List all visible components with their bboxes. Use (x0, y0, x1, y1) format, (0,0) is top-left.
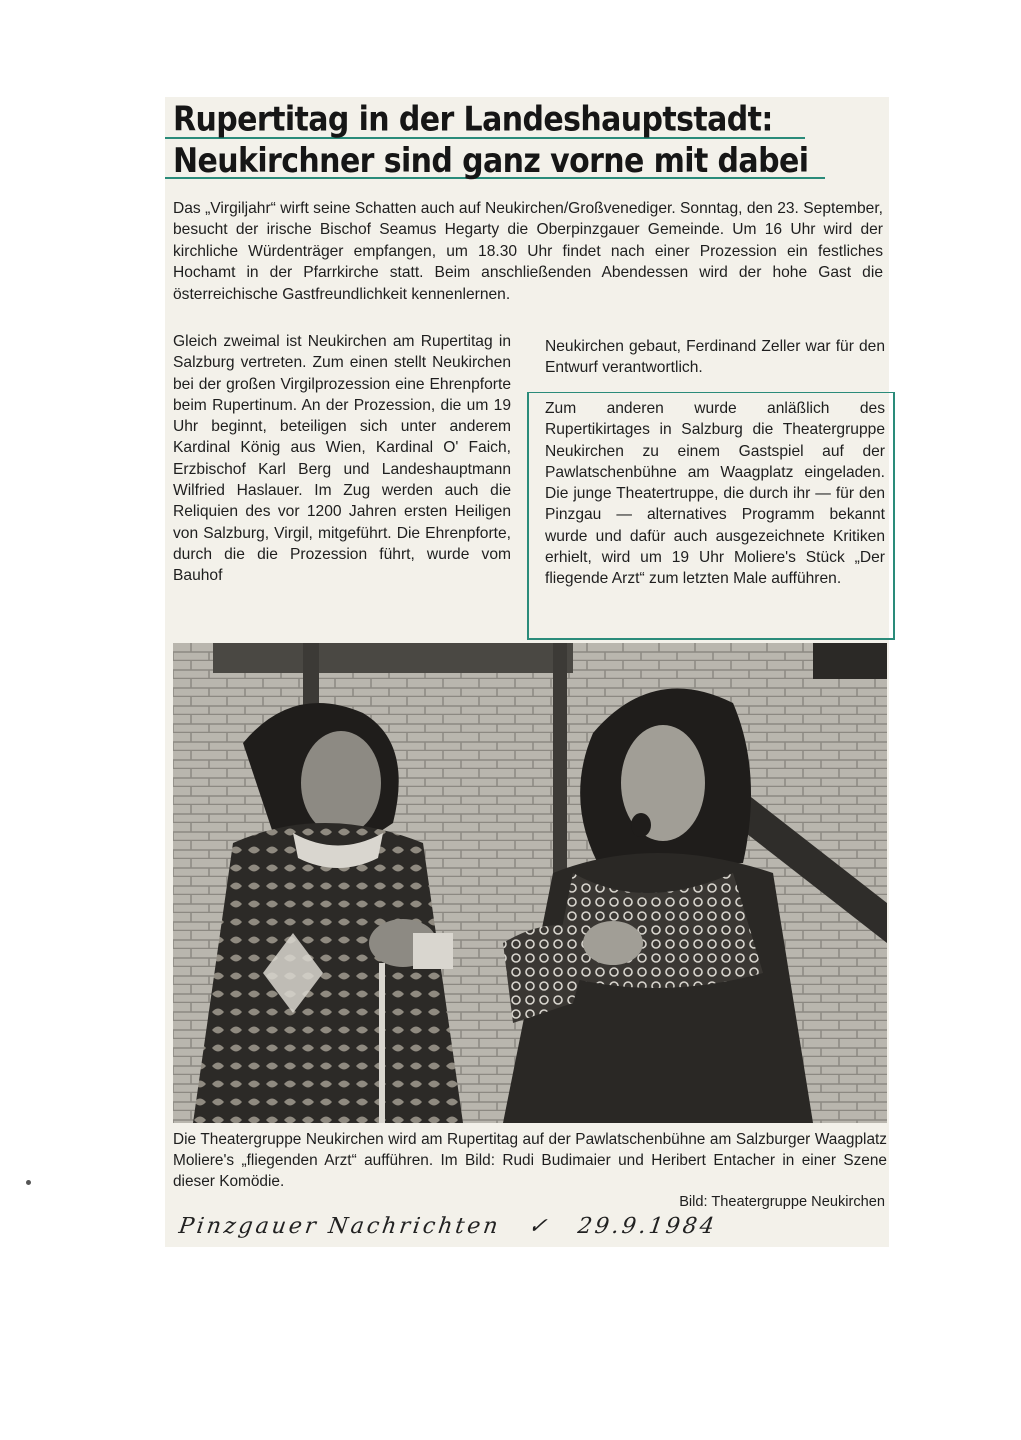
theater-scene-illustration (173, 643, 887, 1123)
scan-speck (26, 1180, 31, 1185)
photo-caption: Die Theatergruppe Neukirchen wird am Rupertitag auf der Pawlatschenbühne am Salzburger Waagplatz Moliere's „fliegenden Arzt“ aufführen. Im Bild: Rudi Budimaier und Heribert Entacher in einer Szene dieser Komödie. (173, 1131, 887, 1190)
handwritten-date: 29.9.1984 (576, 1214, 719, 1239)
handwritten-source-note (177, 1214, 881, 1239)
article-photo (173, 643, 887, 1123)
article-column-right-box: Zum anderen wurde anläßlich des Rupertikirtages in Salzburg die Theatergruppe Neukirchen zu einem Gastspiel auf der Pawlatschenbühne am Waagplatz eingeladen. Die junge Theatertruppe, die durch ihr — für den Pinzgau — alternatives Programm bekannt wurde und dafür auch ausgezeichnete Kritiken erhielt, wird um 19 Uhr Moliere's Stück „Der fliegende Arzt“ zum letzten Male aufführen. (545, 400, 885, 588)
headline-line-2: Neukirchner sind ganz vorne mit dabei (173, 141, 809, 181)
article-column-left: Gleich zweimal ist Neukirchen am Rupertitag in Salzburg vertreten. Zum einen stellt Neukirchen bei der großen Virgilprozession eine Ehrenpforte beim Rupertinum. An der Prozession, die um 19 Uhr beginnt, beteiligen sich unter anderem Kardinal König aus Wien, Kardinal O' Faich, Erzbischof Karl Berg und Landeshauptmann Wilfried Haslauer. Im Zug werden auch die Reliquien des vor 1200 Jahren ersten Heiligen von Salzburg, Virgil, mitgeführt. Die Ehrenpforte, durch die die Prozession führt, wurde vom Bauhof (173, 333, 511, 585)
article-headline (173, 99, 885, 182)
photo-credit: Bild: Theatergruppe Neukirchen (679, 1194, 885, 1210)
check-mark-icon: ✓ (526, 1214, 552, 1239)
newspaper-clipping (165, 97, 889, 1247)
headline-line-1: Rupertitag in der Landeshauptstadt: (173, 100, 773, 140)
article-lead: Das „Virgiljahr“ wirft seine Schatten auch auf Neukirchen/Großvenediger. Sonntag, den 23. September, besucht der irische Bischof Seamus Hegarty die Oberpinzgauer Gemeinde. Um 16 Uhr wird der kirchliche Würdenträger empfangen, um 18.30 Uhr findet nach einer Prozession ein festliches Hochamt in der Pfarrkirche statt. Beim anschließenden Abendessen wird der hohe Gast die österreichische Gastfreundlichkeit kennenlernen. (173, 200, 883, 303)
handwritten-source: Pinzgauer Nachrichten (177, 1214, 503, 1239)
article-column-right-top: Neukirchen gebaut, Ferdinand Zeller war für den Entwurf verantwortlich. (545, 338, 885, 377)
